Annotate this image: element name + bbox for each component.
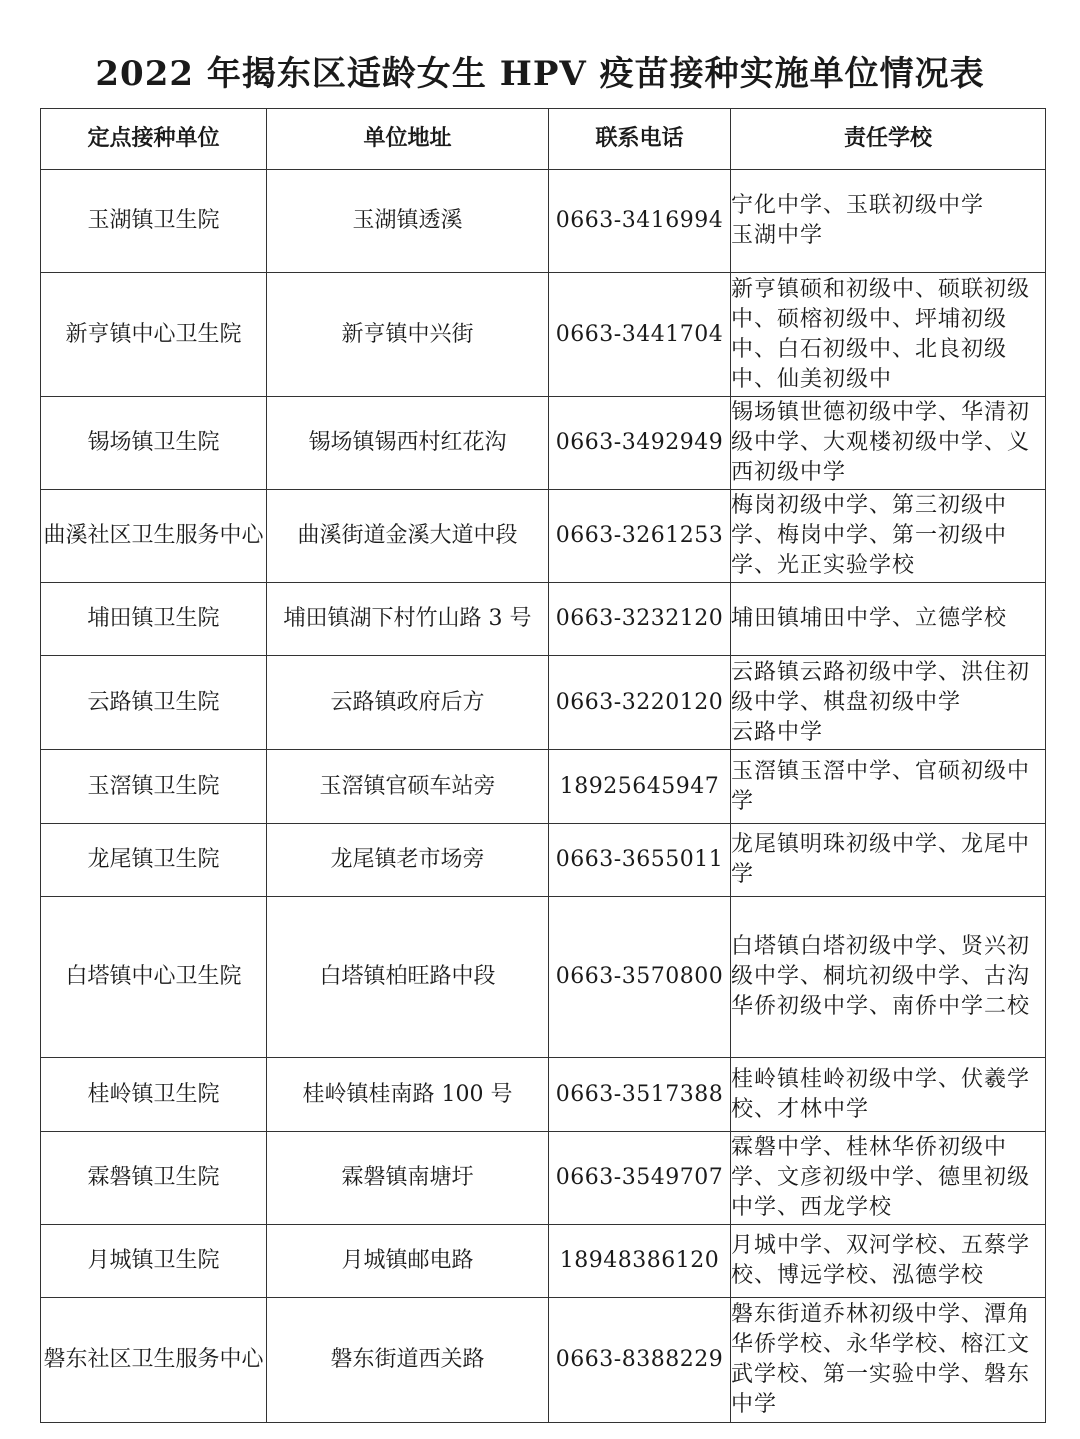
cell-phone: 0663-8388229 — [549, 1298, 731, 1423]
table-row — [41, 824, 1046, 897]
cell-unit: 磐东社区卫生服务中心 — [41, 1298, 267, 1423]
cell-unit: 白塔镇中心卫生院 — [41, 897, 267, 1058]
cell-schools: 月城中学、双河学校、五蔡学校、博远学校、泓德学校 — [731, 1225, 1046, 1298]
cell-phone: 0663-3232120 — [549, 583, 731, 656]
cell-schools: 云路镇云路初级中学、洪住初级中学、棋盘初级中学 云路中学 — [731, 656, 1046, 750]
cell-unit: 玉湖镇卫生院 — [41, 170, 267, 273]
cell-address: 桂岭镇桂南路 100 号 — [267, 1058, 549, 1132]
cell-schools: 梅岗初级中学、第三初级中学、梅岗中学、第一初级中学、光正实验学校 — [731, 490, 1046, 583]
cell-phone: 0663-3492949 — [549, 397, 731, 490]
cell-address: 云路镇政府后方 — [267, 656, 549, 750]
cell-unit: 月城镇卫生院 — [41, 1225, 267, 1298]
cell-unit: 埔田镇卫生院 — [41, 583, 267, 656]
cell-phone: 0663-3517388 — [549, 1058, 731, 1132]
cell-phone: 0663-3261253 — [549, 490, 731, 583]
cell-phone: 0663-3416994 — [549, 170, 731, 273]
cell-address: 埔田镇湖下村竹山路 3 号 — [267, 583, 549, 656]
table-row — [41, 397, 1046, 490]
cell-address: 月城镇邮电路 — [267, 1225, 549, 1298]
cell-address: 曲溪街道金溪大道中段 — [267, 490, 549, 583]
cell-unit: 新亨镇中心卫生院 — [41, 273, 267, 397]
header-unit: 定点接种单位 — [41, 109, 267, 170]
cell-address: 玉滘镇官硕车站旁 — [267, 750, 549, 824]
cell-address: 磐东街道西关路 — [267, 1298, 549, 1423]
table-row — [41, 1225, 1046, 1298]
page-title: 2022 年揭东区适龄女生 HPV 疫苗接种实施单位情况表 — [95, 54, 985, 94]
cell-address: 霖磐镇南塘圩 — [267, 1132, 549, 1225]
cell-schools: 霖磐中学、桂林华侨初级中学、文彦初级中学、德里初级中学、西龙学校 — [731, 1132, 1046, 1225]
cell-schools: 埔田镇埔田中学、立德学校 — [731, 583, 1046, 656]
table-row — [41, 1058, 1046, 1132]
cell-address: 锡场镇锡西村红花沟 — [267, 397, 549, 490]
table-row — [41, 490, 1046, 583]
header-phone: 联系电话 — [549, 109, 731, 170]
cell-address: 龙尾镇老市场旁 — [267, 824, 549, 897]
header-schools: 责任学校 — [731, 109, 1046, 170]
cell-address: 玉湖镇透溪 — [267, 170, 549, 273]
table-row — [41, 583, 1046, 656]
table-row — [41, 656, 1046, 750]
cell-unit: 龙尾镇卫生院 — [41, 824, 267, 897]
table-row — [41, 170, 1046, 273]
cell-schools: 新亨镇硕和初级中、硕联初级中、硕榕初级中、坪埔初级中、白石初级中、北良初级中、仙美初级中 — [731, 273, 1046, 397]
cell-unit: 桂岭镇卫生院 — [41, 1058, 267, 1132]
vaccination-units-table — [40, 108, 1046, 1423]
table-header-row — [41, 109, 1046, 170]
cell-phone: 0663-3655011 — [549, 824, 731, 897]
cell-unit: 曲溪社区卫生服务中心 — [41, 490, 267, 583]
cell-unit: 霖磐镇卫生院 — [41, 1132, 267, 1225]
header-address: 单位地址 — [267, 109, 549, 170]
cell-address: 新亨镇中兴街 — [267, 273, 549, 397]
cell-phone: 18948386120 — [549, 1225, 731, 1298]
cell-unit: 锡场镇卫生院 — [41, 397, 267, 490]
cell-phone: 0663-3441704 — [549, 273, 731, 397]
cell-schools: 玉滘镇玉滘中学、官硕初级中学 — [731, 750, 1046, 824]
cell-unit: 玉滘镇卫生院 — [41, 750, 267, 824]
cell-phone: 18925645947 — [549, 750, 731, 824]
cell-schools: 龙尾镇明珠初级中学、龙尾中学 — [731, 824, 1046, 897]
cell-phone: 0663-3549707 — [549, 1132, 731, 1225]
cell-phone: 0663-3220120 — [549, 656, 731, 750]
cell-schools: 锡场镇世德初级中学、华清初级中学、大观楼初级中学、义西初级中学 — [731, 397, 1046, 490]
cell-schools: 桂岭镇桂岭初级中学、伏羲学校、才林中学 — [731, 1058, 1046, 1132]
cell-address: 白塔镇柏旺路中段 — [267, 897, 549, 1058]
table-row — [41, 273, 1046, 397]
cell-unit: 云路镇卫生院 — [41, 656, 267, 750]
cell-schools: 白塔镇白塔初级中学、贤兴初级中学、桐坑初级中学、古沟华侨初级中学、南侨中学二校 — [731, 897, 1046, 1058]
cell-schools: 宁化中学、玉联初级中学 玉湖中学 — [731, 170, 1046, 273]
table-row — [41, 750, 1046, 824]
table-row — [41, 897, 1046, 1058]
table-row — [41, 1298, 1046, 1423]
table-row — [41, 1132, 1046, 1225]
cell-phone: 0663-3570800 — [549, 897, 731, 1058]
cell-schools: 磐东街道乔林初级中学、潭角华侨学校、永华学校、榕江文武学校、第一实验中学、磐东中学 — [731, 1298, 1046, 1423]
